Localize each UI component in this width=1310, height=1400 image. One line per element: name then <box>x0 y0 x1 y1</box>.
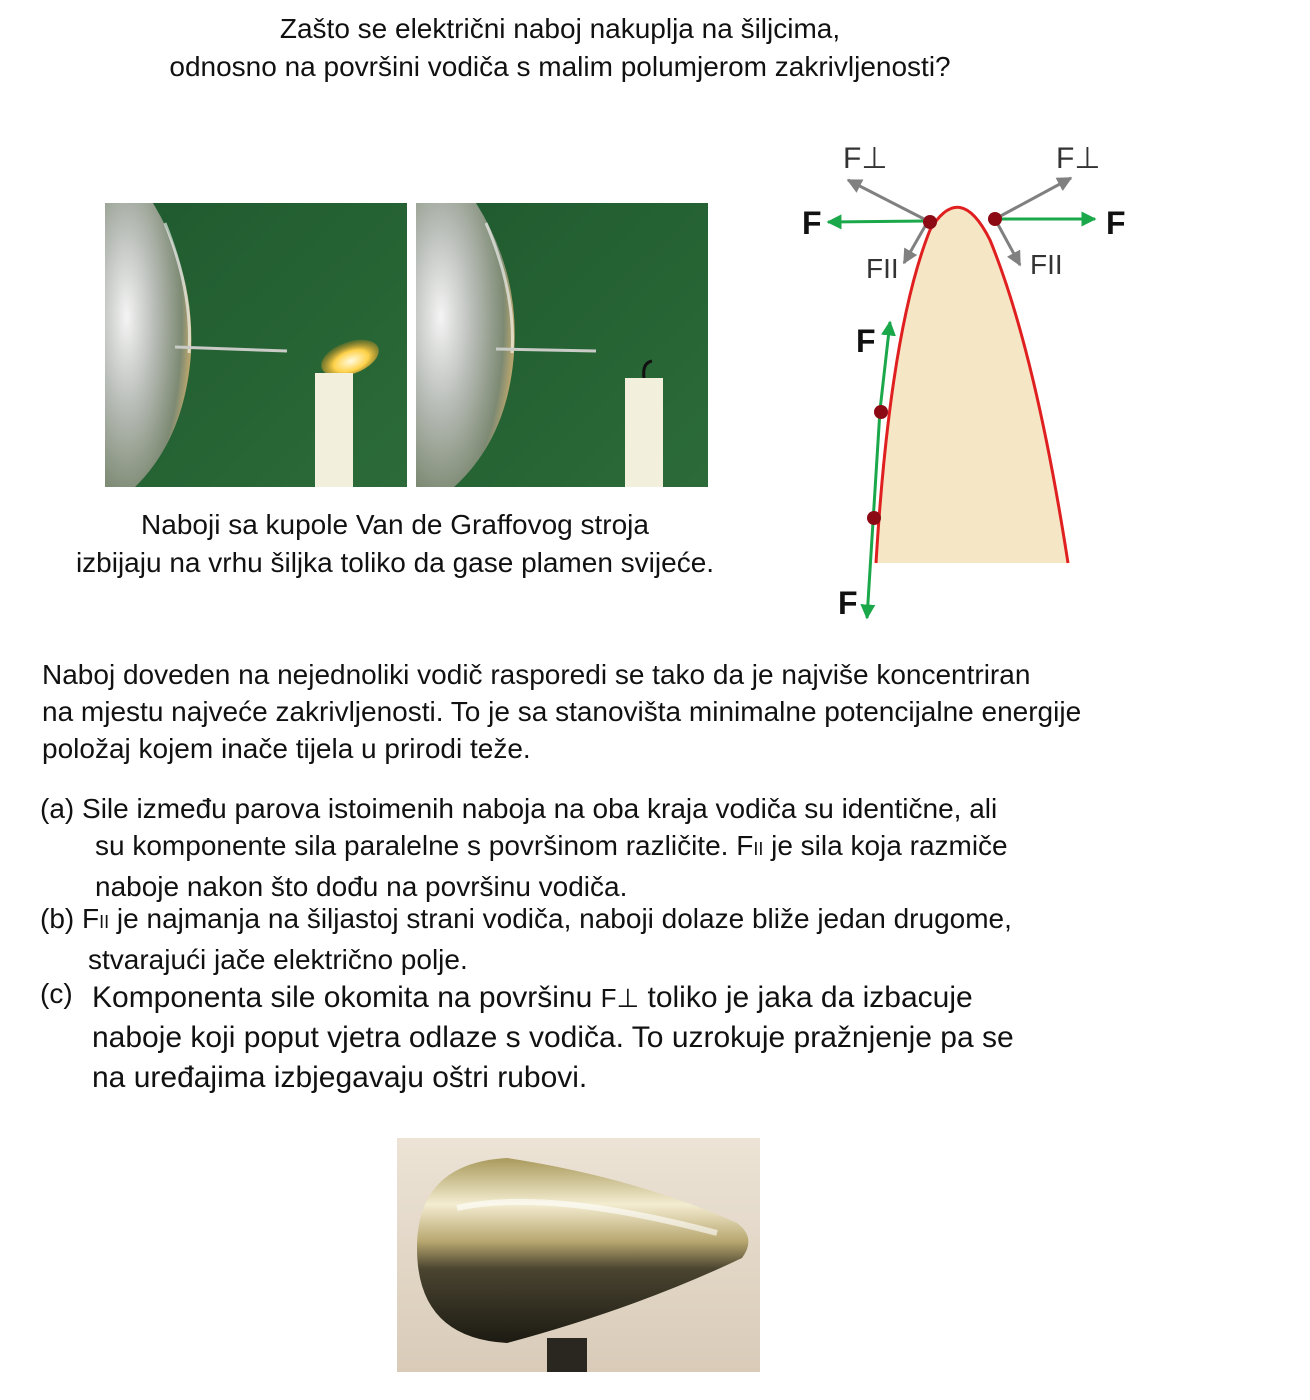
label-fpar-right: FII <box>1030 249 1063 280</box>
arrow-f-up <box>880 322 890 410</box>
needle <box>496 349 596 351</box>
arrow-fperp-right <box>995 178 1071 219</box>
item-c-line-1: Komponenta sile okomita na površinu F⊥ toliko je jaka da izbacuje <box>92 981 973 1014</box>
label-fperp-right: F⊥ <box>1056 142 1101 175</box>
item-b-line-1: FII je najmanja na šiljastoj strani vodiča, naboji dolaze bliže jedan drugome, <box>82 903 1012 934</box>
title-line-1: Zašto se električni naboj nakuplja na šiljcima, <box>279 13 841 44</box>
label-f-left: F <box>802 205 822 241</box>
item-a-line-3: naboje nakon što dođu na površinu vodiča. <box>95 871 628 902</box>
item-b-line-2: stvarajući jače električno polje. <box>88 944 468 975</box>
item-c-label: (c) <box>40 978 73 1009</box>
charge <box>988 212 1002 226</box>
photo-teardrop-conductor <box>397 1138 760 1372</box>
item-c-line-3: na uređajima izbjegavaju oštri rubovi. <box>92 1061 588 1094</box>
label-f-up: F <box>856 323 876 359</box>
caption-line-2: izbijaju na vrhu šiljka toliko da gase plamen svijeće. <box>75 547 715 578</box>
intro-line-2: na mjestu najveće zakrivljenosti. To je sa stanovišta minimalne potencijalne energije <box>42 696 1082 727</box>
caption-line-1: Naboji sa kupole Van de Graffovog stroja <box>141 509 649 540</box>
title-line-2: odnosno na površini vodiča s malim polumjerom zakrivljenosti? <box>169 51 951 82</box>
item-a-line-1: Sile između parova istoimenih naboja na oba kraja vodiča su identične, ali <box>82 793 998 824</box>
photo-candle-burning <box>105 203 407 487</box>
intro-line-1: Naboj doveden na nejednoliki vodič rasporedi se tako da je najviše koncentriran <box>42 659 1031 690</box>
item-c <box>40 978 1280 1098</box>
item-a-line-2: su komponente sila paralelne s površinom različite. FII je sila koja razmiče <box>95 830 1008 861</box>
item-c-line-2: naboje koji poput vjetra odlaze s vodiča. To uzrokuje pražnjenje pa se <box>92 1021 1014 1054</box>
arrow-fpar-right <box>995 219 1020 265</box>
label-f-right: F <box>1106 205 1126 241</box>
arrow-f-left <box>828 221 928 222</box>
arrow-fperp-left <box>848 180 928 221</box>
item-b <box>40 900 1280 978</box>
candle <box>625 378 663 487</box>
item-a <box>40 790 1280 905</box>
intro-paragraph <box>42 656 1081 767</box>
stand <box>547 1338 587 1372</box>
charge <box>874 405 888 419</box>
force-diagram <box>790 130 1150 630</box>
label-fpar-left: FII <box>866 253 899 284</box>
photo-candle-extinguished <box>416 203 708 487</box>
photo-caption <box>0 506 790 582</box>
candle <box>315 373 353 487</box>
item-a-label: (a) <box>40 793 75 824</box>
charge <box>923 215 937 229</box>
charge <box>867 511 881 525</box>
label-f-down: F <box>838 585 858 621</box>
item-b-label: (b) <box>40 903 75 934</box>
page-title <box>0 10 1120 86</box>
intro-line-3: položaj kojem inače tijela u prirodi teže. <box>42 733 531 764</box>
label-fperp-left: F⊥ <box>843 142 888 175</box>
